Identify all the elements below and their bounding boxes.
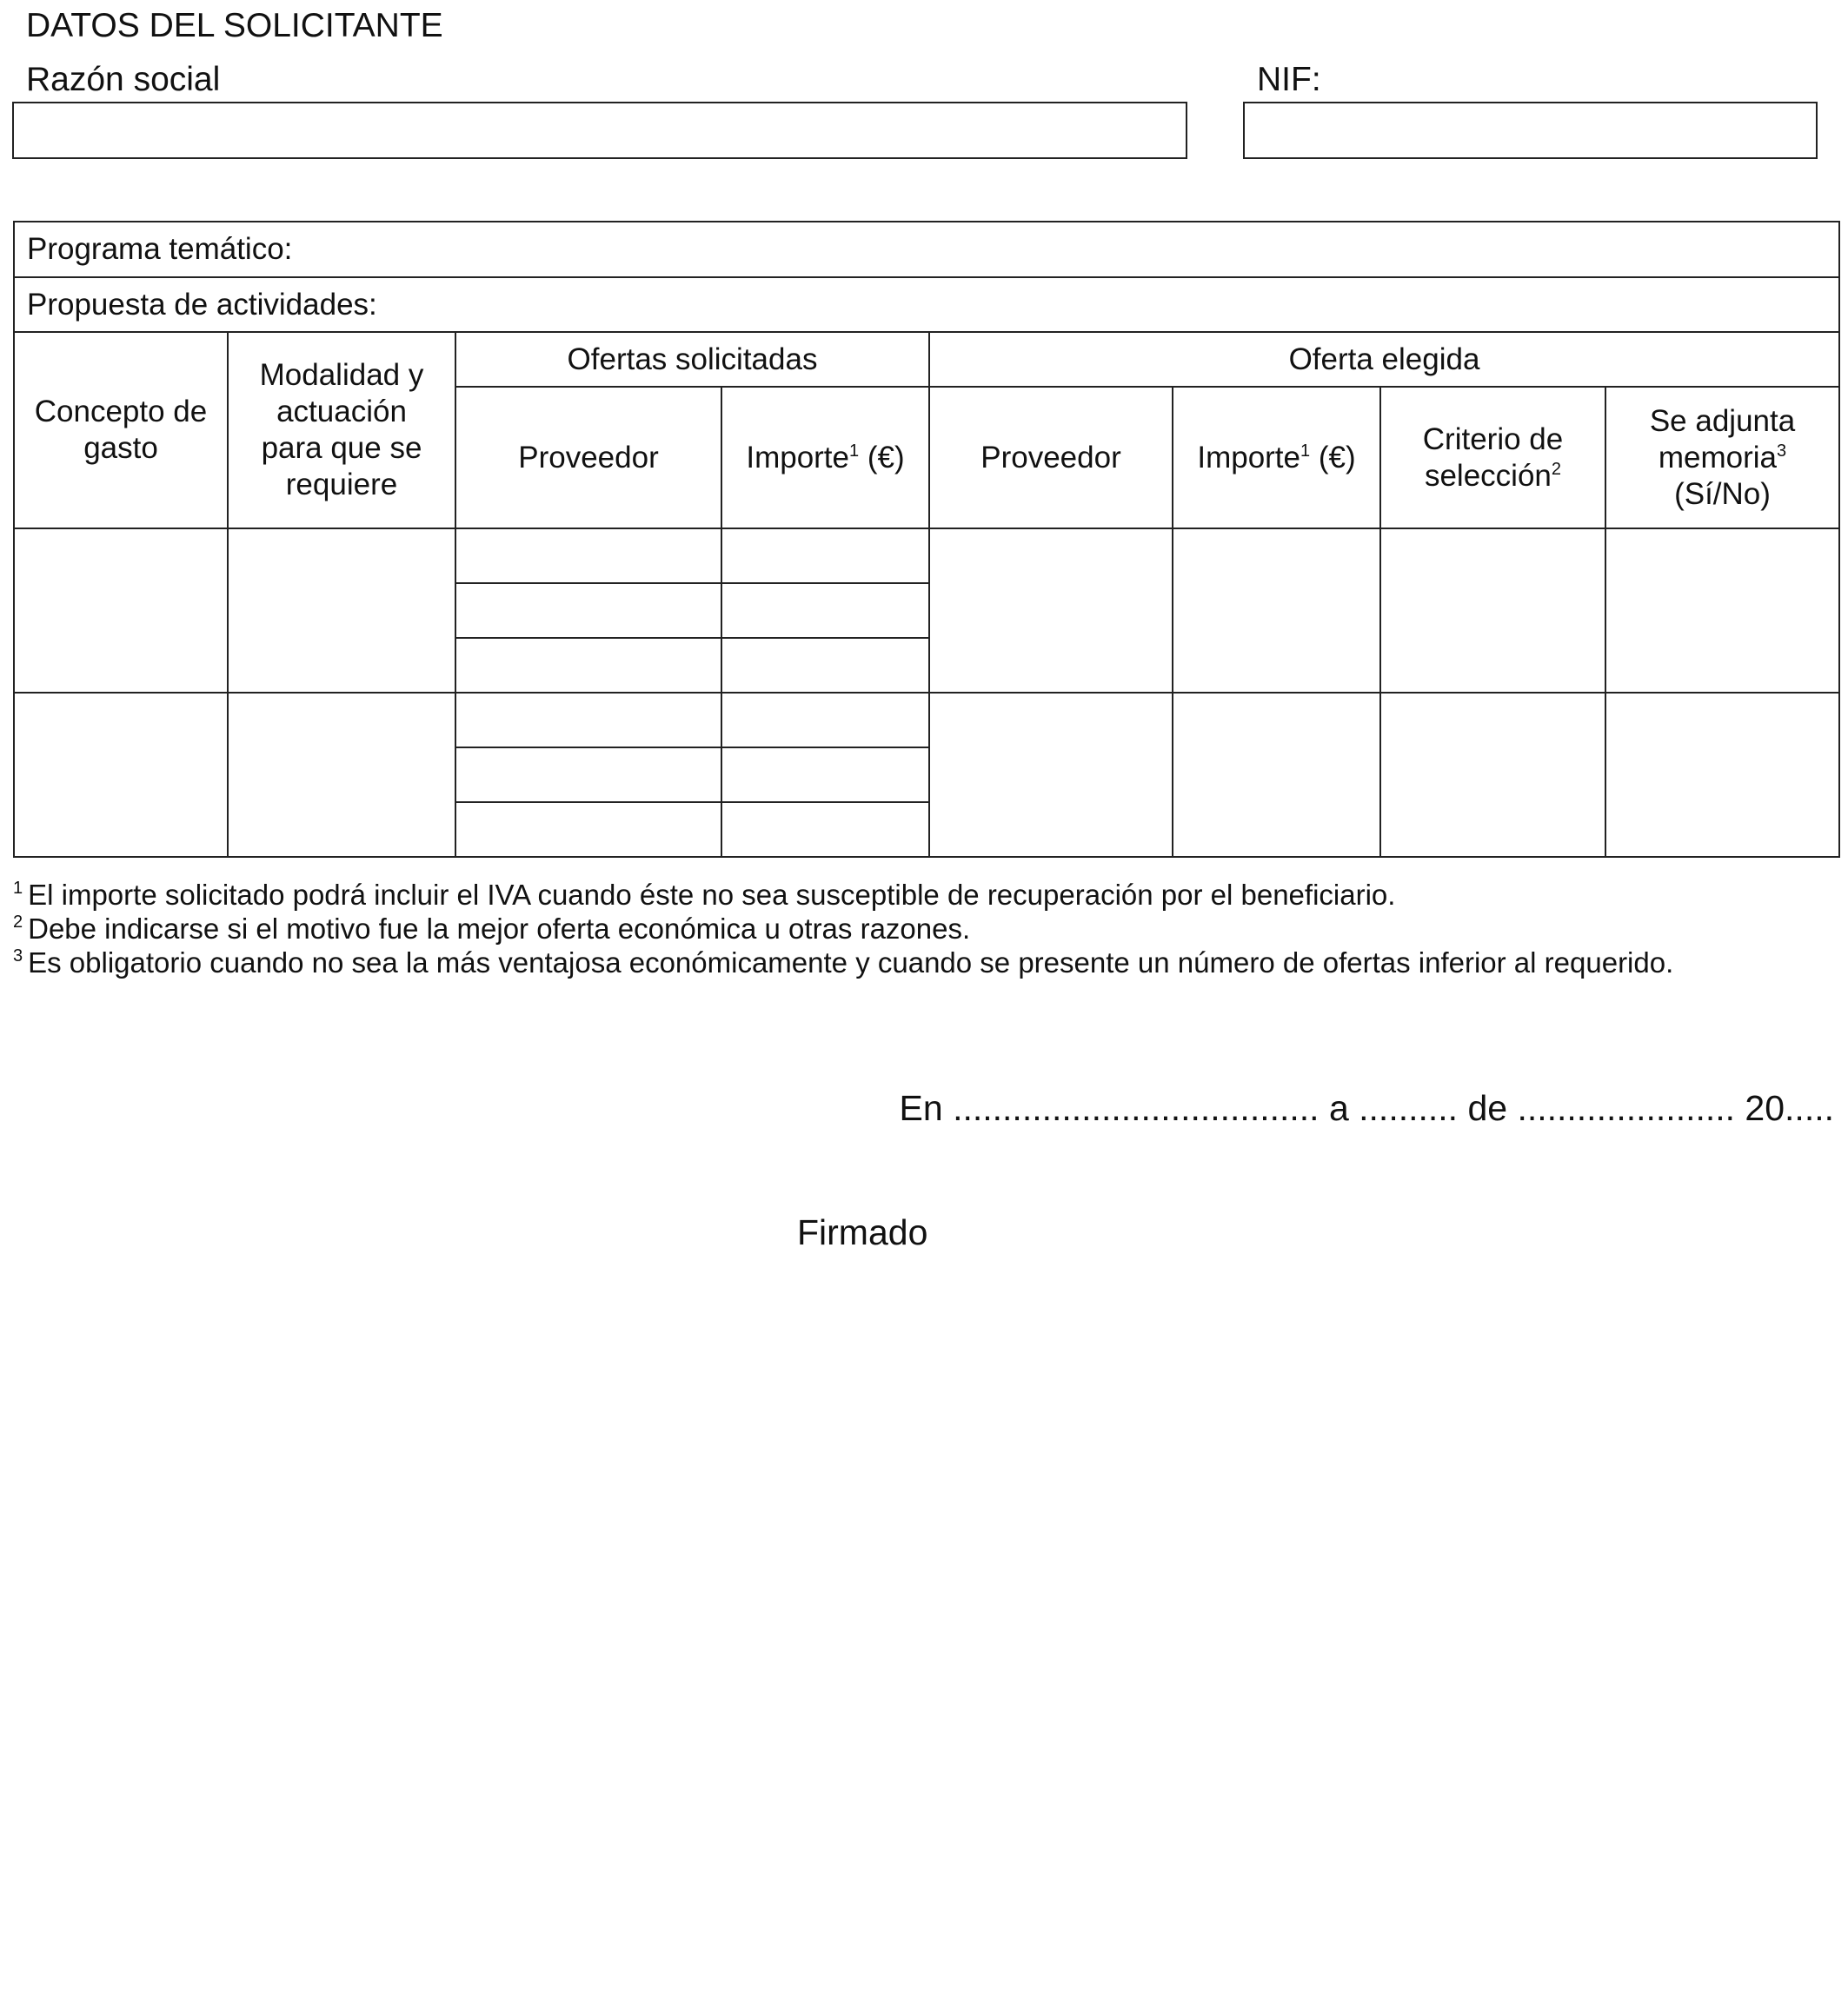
criterio-cell[interactable]	[1380, 693, 1605, 857]
programa-tematico-label: Programa temático:	[27, 232, 293, 266]
proveedor-solicitado-cell[interactable]	[455, 528, 721, 583]
header-importe-solicitadas: Importe$^1$ (€)	[721, 387, 929, 528]
memoria-cell[interactable]	[1605, 528, 1839, 693]
proveedor-solicitado-cell[interactable]	[455, 638, 721, 693]
razon-social-field[interactable]	[12, 102, 1187, 159]
concepto-cell[interactable]	[14, 528, 228, 693]
memoria-cell[interactable]	[1605, 693, 1839, 857]
table-row	[14, 693, 1839, 747]
proveedor-elegido-cell[interactable]	[929, 528, 1173, 693]
signed-label: Firmado	[797, 1212, 928, 1252]
importe-elegido-cell[interactable]	[1173, 528, 1380, 693]
modalidad-cell[interactable]	[228, 528, 455, 693]
nif-label: NIF:	[1257, 61, 1321, 98]
importe-solicitado-cell[interactable]	[721, 638, 929, 693]
offers-table	[13, 221, 1840, 858]
header-ofertas-solicitadas: Ofertas solicitadas	[455, 332, 929, 387]
importe-solicitado-cell[interactable]	[721, 528, 929, 583]
footnote: $^1$ El importe solicitado podrá incluir el IVA cuando éste no sea susceptible de recuperación por el beneficiario.	[13, 879, 1396, 911]
footnote: $^3$ Es obligatorio cuando no sea la más ventajosa económicamente y cuando se presente un número de ofertas inferior al requerido.	[13, 946, 1674, 979]
header-criterio: Criterio de selección$^2$	[1380, 387, 1605, 528]
programa-tematico-cell[interactable]	[14, 222, 1839, 277]
criterio-cell[interactable]	[1380, 528, 1605, 693]
propuesta-actividades-label: Propuesta de actividades:	[27, 287, 377, 322]
modalidad-cell[interactable]	[228, 693, 455, 857]
proveedor-solicitado-cell[interactable]	[455, 747, 721, 802]
header-proveedor-elegida: Proveedor	[929, 387, 1173, 528]
table-row	[14, 528, 1839, 583]
place-date-line: En ..................................... a .......... de ...................... 20.....	[899, 1088, 1834, 1128]
header-concepto: Concepto de gasto	[14, 332, 228, 528]
proveedor-solicitado-cell[interactable]	[455, 583, 721, 638]
header-modalidad: Modalidad y actuación para que se requiere	[228, 332, 455, 528]
header-importe-elegida: Importe$^1$ (€)	[1173, 387, 1380, 528]
propuesta-actividades-cell[interactable]	[14, 277, 1839, 332]
razon-social-label: Razón social	[26, 61, 221, 98]
nif-field[interactable]	[1243, 102, 1818, 159]
importe-solicitado-cell[interactable]	[721, 747, 929, 802]
section-title: DATOS DEL SOLICITANTE	[26, 7, 443, 44]
header-memoria: Se adjunta memoria$^3$ (Sí/No)	[1605, 387, 1839, 528]
importe-solicitado-cell[interactable]	[721, 693, 929, 747]
importe-solicitado-cell[interactable]	[721, 802, 929, 857]
proveedor-solicitado-cell[interactable]	[455, 802, 721, 857]
proveedor-elegido-cell[interactable]	[929, 693, 1173, 857]
importe-elegido-cell[interactable]	[1173, 693, 1380, 857]
proveedor-solicitado-cell[interactable]	[455, 693, 721, 747]
importe-solicitado-cell[interactable]	[721, 583, 929, 638]
concepto-cell[interactable]	[14, 693, 228, 857]
footnotes	[13, 878, 1673, 979]
footnote: $^2$ Debe indicarse si el motivo fue la mejor oferta económica u otras razones.	[13, 913, 971, 945]
header-proveedor-solicitadas: Proveedor	[455, 387, 721, 528]
header-oferta-elegida: Oferta elegida	[929, 332, 1839, 387]
